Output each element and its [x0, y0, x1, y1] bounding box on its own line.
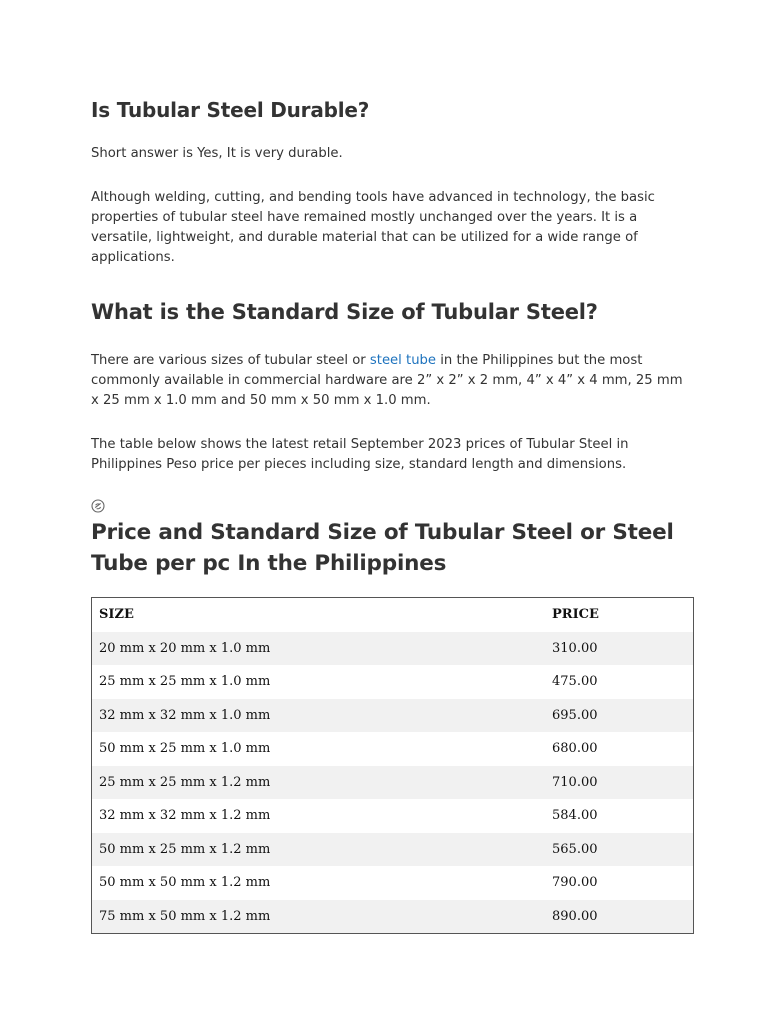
table-intro-paragraph: The table below shows the latest retail September 2023 prices of Tubular Steel in Philippines Peso price per pieces including size, standard length and dimensions. — [91, 437, 629, 472]
cell-size: 50 mm x 25 mm x 1.0 mm — [99, 741, 271, 757]
cell-price: 584.00 — [552, 808, 598, 824]
table-row — [92, 866, 694, 900]
price-table-container — [91, 597, 694, 929]
table-row — [92, 833, 694, 867]
cell-price: 475.00 — [552, 674, 598, 690]
article-content — [91, 96, 694, 929]
cell-price: 790.00 — [552, 875, 598, 891]
table-row — [92, 900, 694, 934]
cell-size: 32 mm x 32 mm x 1.2 mm — [99, 808, 271, 824]
table-row — [92, 799, 694, 833]
heading-durable: Is Tubular Steel Durable? — [91, 98, 370, 122]
durable-paragraph: Although welding, cutting, and bending tools have advanced in technology, the basic properties of tubular steel have remained mostly unchanged over the years. It is a versatile, lightweight, and durable material that can be utilized for a wide range of applications. — [91, 190, 655, 265]
table-row — [92, 665, 694, 699]
table-row — [92, 699, 694, 733]
short-answer-paragraph: Short answer is Yes, It is very durable. — [91, 146, 343, 161]
cell-size: 50 mm x 25 mm x 1.2 mm — [99, 841, 271, 857]
cell-price: 680.00 — [552, 741, 598, 757]
cell-size: 20 mm x 20 mm x 1.0 mm — [99, 640, 271, 656]
cell-size: 75 mm x 50 mm x 1.2 mm — [99, 908, 271, 924]
table-row — [92, 632, 694, 666]
cell-price: 565.00 — [552, 841, 598, 857]
cell-size: 32 mm x 32 mm x 1.0 mm — [99, 707, 271, 723]
cell-price: 310.00 — [552, 640, 598, 656]
header-price: PRICE — [552, 607, 599, 623]
sizes-paragraph — [91, 351, 694, 411]
ezoic-report-icon[interactable] — [91, 499, 107, 515]
steel-tube-link[interactable]: steel tube — [369, 353, 437, 368]
cell-size: 25 mm x 25 mm x 1.2 mm — [99, 774, 271, 790]
cell-price: 695.00 — [552, 707, 598, 723]
cell-price: 710.00 — [552, 774, 598, 790]
price-table — [91, 597, 694, 934]
sizes-paragraph-text-after: in the Philippines but the most commonly available in commercial hardware are 2” x 2” x 2 mm, 4” x 4” x 4 mm, 25 mm x 25 mm x 1.0 mm and 50 mm x 50 mm x 1.0 mm. — [91, 353, 683, 408]
ezoic-report-icon-svg — [91, 499, 105, 513]
table-row — [92, 732, 694, 766]
heading-standard-size: What is the Standard Size of Tubular Steel? — [91, 300, 598, 324]
table-row — [92, 766, 694, 800]
cell-size: 25 mm x 25 mm x 1.0 mm — [99, 674, 271, 690]
cell-price: 890.00 — [552, 908, 598, 924]
heading-price-table: Price and Standard Size of Tubular Steel or Steel Tube per pc In the Philippines — [91, 520, 674, 576]
table-header-row — [92, 598, 694, 632]
sizes-paragraph-text-before: There are various sizes of tubular steel or — [91, 353, 370, 368]
cell-size: 50 mm x 50 mm x 1.2 mm — [99, 875, 271, 891]
header-size: SIZE — [99, 607, 134, 623]
